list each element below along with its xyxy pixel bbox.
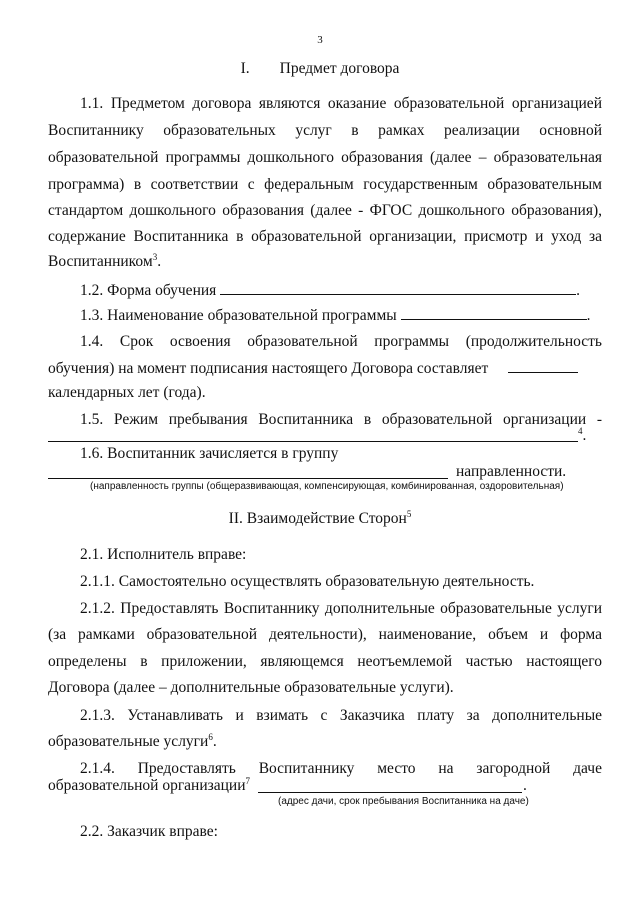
p2-1-3-text: образовательные услуги	[48, 733, 209, 750]
p2-1-4-line-2	[48, 776, 602, 796]
page-number: 3	[317, 34, 323, 46]
p2-1-3-line-1: 2.1.3. Устанавливать и взимать с Заказчика плату за дополнительные	[80, 707, 602, 724]
p2-1-2-line-3: определены в приложении, являющемся неотъемлемой частью настоящего	[48, 653, 602, 670]
section-1-title: Предмет договора	[279, 60, 400, 77]
p1-4-line-1: 1.4. Срок освоения образовательной программы (продолжительность	[80, 333, 602, 350]
program-name-field[interactable]	[401, 305, 587, 320]
form-of-study-field[interactable]	[220, 280, 576, 295]
section-1-number: I.	[240, 60, 250, 77]
section-2-heading	[0, 510, 640, 528]
p2-2: 2.2. Заказчик вправе:	[80, 823, 218, 840]
section-2-title: II. Взаимодействие Сторон	[228, 510, 407, 527]
p1-1-line-2: Воспитаннику образовательных услуг в рамках реализации основной	[48, 122, 602, 139]
p2-1: 2.1. Исполнитель вправе:	[80, 546, 247, 563]
p1-4-line-3: календарных лет (года).	[48, 384, 206, 401]
stay-mode-field[interactable]	[48, 441, 578, 442]
p1-3-label: 1.3. Наименование образовательной программы	[80, 307, 397, 324]
p1-5-line-1: 1.5. Режим пребывания Воспитанника в образовательной организации -	[80, 411, 602, 428]
p1-1-line-7: Воспитанником$^3$.	[48, 252, 162, 270]
p1-2-row	[80, 280, 602, 301]
dacha-address-field[interactable]	[258, 792, 522, 793]
p2-1-4-text: образовательной организации	[48, 777, 246, 794]
p1-2-label: 1.2. Форма обучения	[80, 282, 217, 299]
p1-6-suffix: направленности.	[456, 463, 567, 480]
footnote-5: 5	[406, 509, 412, 519]
p1-1-line-4: программа) в соответствии с федеральным государственным образовательным	[48, 176, 602, 193]
p2-1-4-line-1: 2.1.4. Предоставлять Воспитаннику место на загородной даче	[80, 760, 602, 777]
p2-1-1: 2.1.1. Самостоятельно осуществлять образовательную деятельность.	[80, 573, 535, 590]
p1-3-row	[80, 305, 602, 326]
footnote-4: 4	[578, 426, 583, 436]
p1-5-end: $^4$.	[578, 426, 587, 444]
p2-1-4-caption: (адрес дачи, срок пребывания Воспитанника на даче)	[278, 796, 529, 807]
p1-1-line-3: образовательной программы дошкольного образования (далее – образовательная	[48, 149, 602, 166]
p2-1-2-line-2: (за рамками образовательной деятельности), наименование, объем и форма	[48, 626, 602, 643]
p1-6-label: 1.6. Воспитанник зачисляется в группу	[80, 445, 339, 462]
p1-4-line-2: обучения) на момент подписания настоящего Договора составляет	[48, 360, 489, 377]
p1-1-last-text: Воспитанником	[48, 253, 153, 270]
study-duration-field[interactable]	[508, 358, 578, 373]
group-field[interactable]	[48, 478, 448, 479]
p1-1-line-6: содержание Воспитанника в образовательной организации, присмотр и уход за	[48, 228, 602, 245]
p2-1-4-end: .	[523, 777, 527, 794]
section-1-heading	[0, 60, 640, 78]
p1-6-caption: (направленность группы (общеразвивающая, компенсирующая, комбинированная, оздоровительная)	[90, 481, 564, 492]
p2-1-2-line-4: Договора (далее – дополнительные образовательные услуги).	[48, 679, 454, 696]
p1-1-line-5: стандартом дошкольного образования (далее - ФГОС дошкольного образования),	[48, 202, 602, 219]
p1-4-line-2-row	[48, 358, 602, 379]
footnote-6: 6	[208, 732, 213, 742]
p1-3-end: .	[586, 307, 591, 324]
p1-2-end: .	[576, 282, 581, 299]
p2-1-2-line-1: 2.1.2. Предоставлять Воспитаннику дополнительные образовательные услуги	[80, 600, 602, 617]
p2-1-3-line-2: образовательные услуги$^6$.	[48, 732, 217, 750]
footnote-7: 7	[245, 776, 251, 786]
p1-1-line-1: 1.1. Предметом договора являются оказание образовательной организацией	[80, 95, 602, 112]
footnote-3: 3	[152, 252, 158, 262]
